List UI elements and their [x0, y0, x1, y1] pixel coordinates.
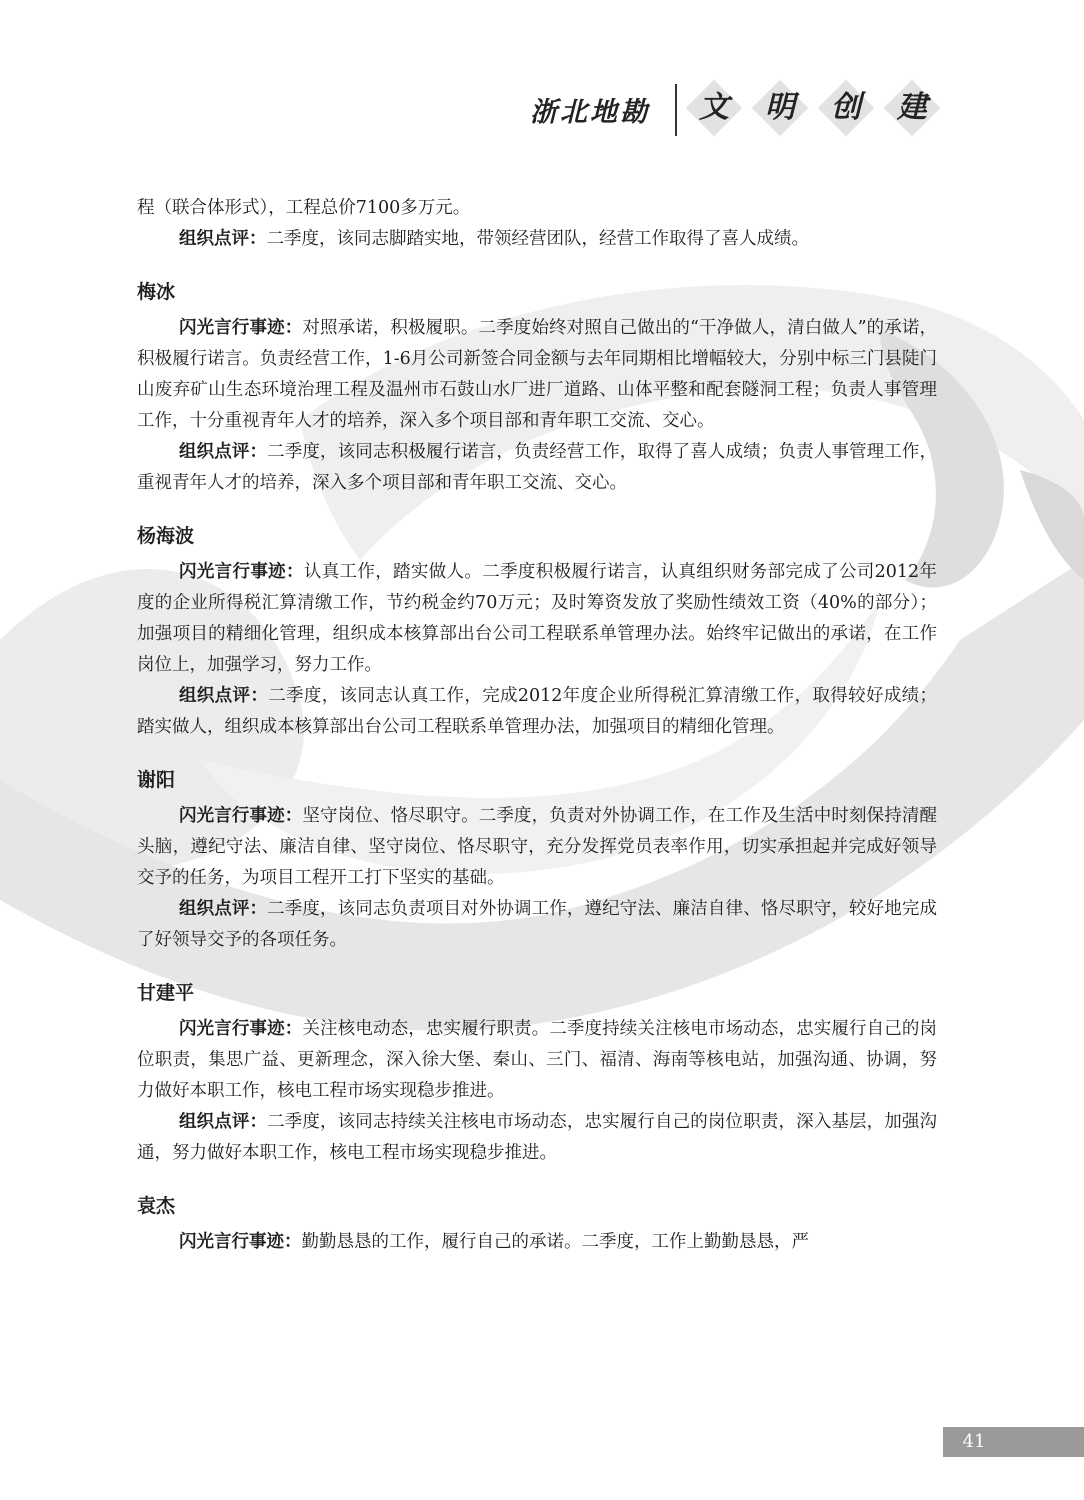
org-comment — [137, 1107, 937, 1169]
section-title-char: 建 — [884, 80, 940, 136]
section-title-char: 文 — [686, 80, 742, 136]
comment-label: 组织点评： — [179, 899, 268, 919]
comment-text: 二季度，该同志积极履行诺言，负责经营工作，取得了喜人成绩；负责人事管理工作，重视青年人才的培养，深入多个项目部和青年职工交流、交心。 — [137, 442, 937, 493]
deeds-paragraph — [137, 1227, 937, 1258]
person-name: 梅冰 — [137, 281, 176, 303]
deeds-label: 闪光言行事迹： — [179, 806, 303, 826]
page-header — [0, 80, 1084, 140]
comment-text: 二季度，该同志负责项目对外协调工作，遵纪守法、廉洁自律、恪尽职守，较好地完成了好领导交予的各项任务。 — [137, 899, 937, 950]
deeds-text: 认真工作，踏实做人。二季度积极履行诺言，认真组织财务部完成了公司2012年度的企业所得税汇算清缴工作，节约税金约70万元；及时筹资发放了奖励性绩效工资（40%的部分）；加强项目的精细化管理，组织成本核算部出台公司工程联系单管理办法。始终牢记做出的承诺，在工作岗位上，加强学习，努力工作。 — [137, 562, 937, 675]
person-name: 谢阳 — [137, 769, 176, 791]
section-title-char: 创 — [818, 80, 874, 136]
header-divider — [675, 84, 677, 136]
comment-text: 二季度，该同志持续关注核电市场动态，忠实履行自己的岗位职责，深入基层，加强沟通，努力做好本职工作，核电工程市场实现稳步推进。 — [137, 1112, 937, 1163]
org-comment — [137, 894, 937, 956]
comment-label: 组织点评： — [179, 229, 267, 249]
deeds-label: 闪光言行事迹： — [179, 318, 303, 338]
org-comment — [137, 224, 937, 255]
deeds-paragraph — [137, 557, 937, 681]
person-entry — [137, 976, 937, 1169]
comment-label: 组织点评： — [179, 1112, 268, 1132]
page-number: 41 — [962, 1431, 986, 1452]
org-comment — [137, 437, 937, 499]
person-entry — [137, 763, 937, 956]
deeds-text: 对照承诺，积极履职。二季度始终对照自己做出的“干净做人，清白做人”的承诺，积极履行诺言。负责经营工作，1-6月公司新签合同金额与去年同期相比增幅较大，分别中标三门县陡门山废弃矿山生态环境治理工程及温州市石鼓山水厂进厂道路、山体平整和配套隧洞工程；负责人事管理工作，十分重视青年人才的培养，深入多个项目部和青年职工交流、交心。 — [137, 318, 938, 431]
person-name: 袁杰 — [137, 1195, 176, 1217]
comment-text: 二季度，该同志认真工作，完成2012年度企业所得税汇算清缴工作，取得较好成绩；踏实做人，组织成本核算部出台公司工程联系单管理办法，加强项目的精细化管理。 — [137, 686, 937, 737]
person-name: 杨海波 — [137, 525, 195, 547]
person-name: 甘建平 — [137, 982, 195, 1004]
comment-label: 组织点评： — [179, 686, 269, 706]
deeds-text: 关注核电动态，忠实履行职责。二季度持续关注核电市场动态，忠实履行自己的岗位职责，集思广益、更新理念，深入徐大堡、秦山、三门、福清、海南等核电站，加强沟通、协调，努力做好本职工作，核电工程市场实现稳步推进。 — [137, 1019, 938, 1101]
person-entry — [137, 1189, 937, 1258]
deeds-text: 勤勤恳恳的工作，履行自己的承诺。二季度，工作上勤勤恳恳，严 — [301, 1232, 809, 1252]
brand-logo-text: 浙北地勘 — [530, 97, 650, 128]
deeds-paragraph — [137, 313, 937, 437]
section-title-char: 明 — [752, 80, 808, 136]
continuation-text: 程（联合体形式），工程总价7100多万元。 — [137, 198, 471, 218]
page-number-tab — [943, 1427, 1084, 1457]
comment-text: 二季度，该同志脚踏实地，带领经营团队，经营工作取得了喜人成绩。 — [266, 229, 809, 249]
comment-label: 组织点评： — [179, 442, 268, 462]
deeds-label: 闪光言行事迹： — [179, 1232, 302, 1252]
deeds-text: 坚守岗位、恪尽职守。二季度，负责对外协调工作，在工作及生活中时刻保持清醒头脑，遵纪守法、廉洁自律、坚守岗位、恪尽职守，充分发挥党员表率作用，切实承担起并完成好领导交予的任务，为项目工程开工打下坚实的基础。 — [137, 806, 938, 888]
person-entry — [137, 275, 937, 499]
article-body — [137, 192, 937, 1258]
deeds-label: 闪光言行事迹： — [179, 562, 304, 582]
deeds-label: 闪光言行事迹： — [179, 1019, 303, 1039]
person-entry — [137, 519, 937, 743]
deeds-paragraph — [137, 801, 937, 894]
deeds-paragraph — [137, 1014, 937, 1107]
org-comment — [137, 681, 937, 743]
